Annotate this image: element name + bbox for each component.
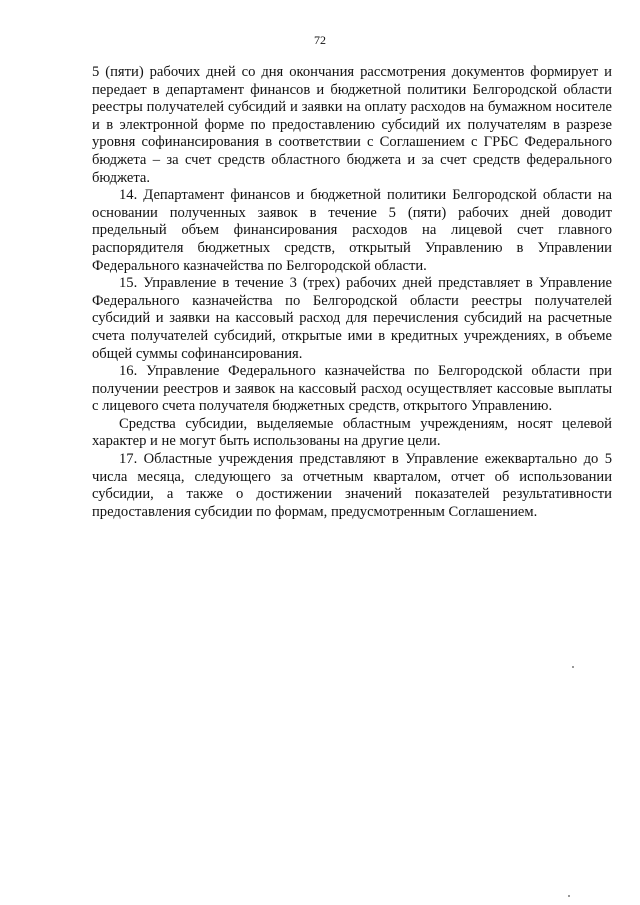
paragraph-item-15: 15. Управление в течение 3 (трех) рабочих дней представляет в Управление Федерального казначейства по Белгородской области реестры получателей субсидий и заявки на кассовый расход для перечисления субсидий на расчетные счета получателей субсидий, открытые ими в кредитных учреждениях, в объеме общей суммы софинансирования. xyxy=(92,275,612,362)
paragraph-continuation: 5 (пяти) рабочих дней со дня окончания рассмотрения документов формирует и передает в департамент финансов и бюджетной политики Белгородской области реестры получателей субсидий и заявки на оплату расходов на бумажном носителе и в электронной форме по предоставлению субсидий их получателям в разрезе уровня софинансирования в соответствии с Соглашением с ГРБС Федерального бюджета – за счет средств областного бюджета и за счет средств федерального бюджета. xyxy=(92,64,612,186)
paragraph-item-16: 16. Управление Федерального казначейства по Белгородской области при получении реестров и заявок на кассовый расход осуществляет кассовые выплаты с лицевого счета получателя бюджетных средств, открытого Управлению. xyxy=(92,363,612,415)
paragraph-item-17: 17. Областные учреждения представляют в Управление ежеквартально до 5 числа месяца, следующего за отчетным кварталом, отчет об использовании субсидии, а также о достижении значений показателей результативности предоставления субсидии по формам, предусмотренным Соглашением. xyxy=(92,451,612,520)
page-number: 72 xyxy=(314,33,326,47)
paragraph-subsidy-purpose: Средства субсидии, выделяемые областным учреждениям, носят целевой характер и не могут быть использованы на другие цели. xyxy=(92,415,612,450)
document-body xyxy=(92,64,612,521)
paragraph-item-14: 14. Департамент финансов и бюджетной политики Белгородской области на основании полученных заявок в течение 5 (пяти) рабочих дней доводит предельный объем финансирования расходов на лицевой счет главного распорядителя бюджетных средств, открытый Управлению в Управлении Федерального казначейства по Белгородской области. xyxy=(92,187,612,274)
scan-speck xyxy=(572,666,574,668)
scan-speck xyxy=(568,895,570,897)
